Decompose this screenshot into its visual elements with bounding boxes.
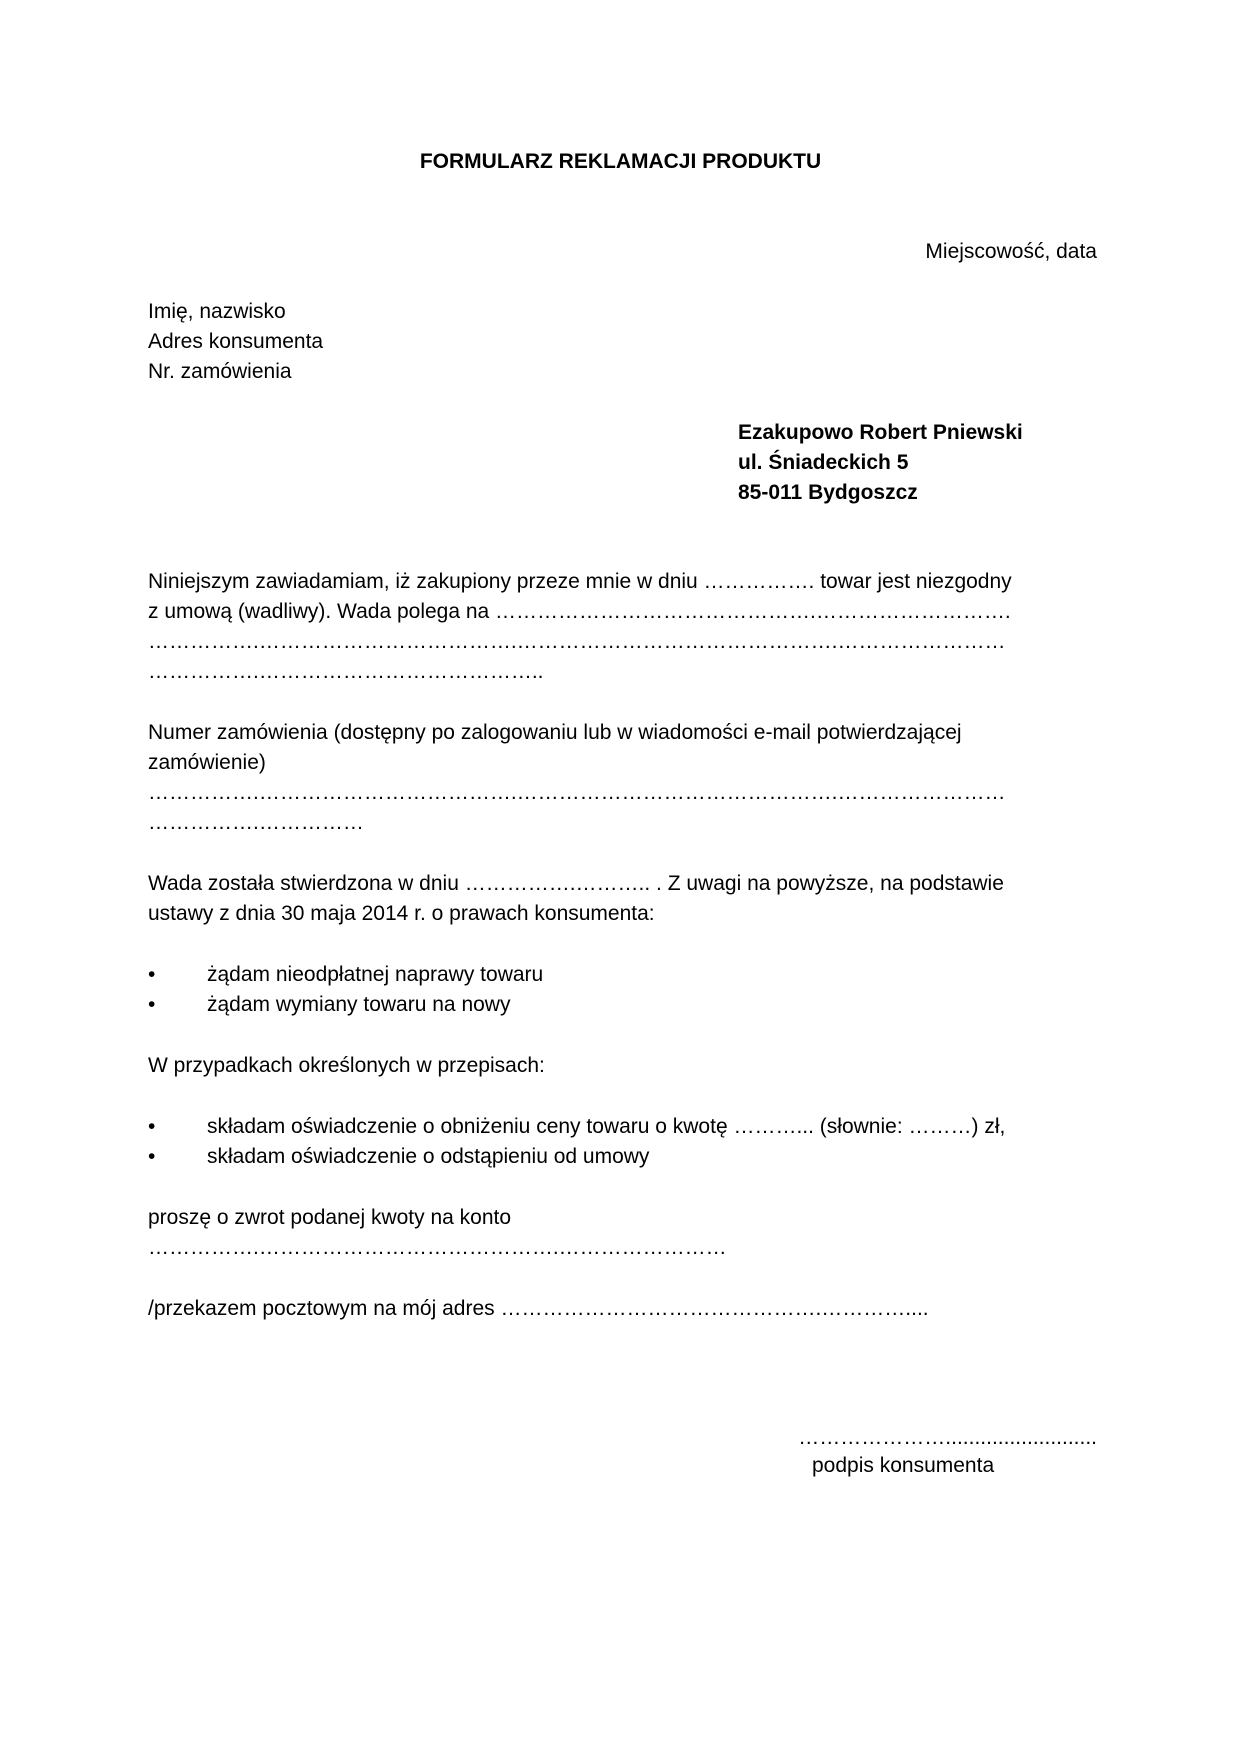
list-item-text: żądam wymiany towaru na nowy <box>207 993 511 1016</box>
seller-street: ul. Śniadeckich 5 <box>738 451 909 474</box>
refund-paragraph <box>148 1203 727 1263</box>
list-item-text: składam oświadczenie o obniżeniu ceny towaru o kwotę ………... (słownie: ………) zł, <box>207 1115 1006 1138</box>
consumer-name: Imię, nazwisko <box>148 300 286 323</box>
refund-line-1: proszę o zwrot podanej kwoty na konto <box>148 1206 512 1229</box>
defect-date-line-1: Wada została stwierdzona w dniu …………….……….. . Z uwagi na powyższe, na podstawie <box>148 872 1004 895</box>
order-number-line-2: zamówienie) <box>148 751 266 774</box>
order-number-paragraph <box>148 718 1006 838</box>
postal-transfer-line: /przekazem pocztowym na mój adres ……………………………………….………….... <box>148 1297 929 1320</box>
list-item <box>148 990 510 1020</box>
cases-heading: W przypadkach określonych w przepisach: <box>148 1054 545 1077</box>
seller-name: Ezakupowo Robert Pniewski <box>738 421 1023 444</box>
consumer-order-number: Nr. zamówienia <box>148 360 292 383</box>
signature-line: ………………….......................... <box>798 1426 1097 1449</box>
bullet-icon: • <box>148 963 156 986</box>
consumer-address: Adres konsumenta <box>148 330 324 353</box>
complaint-line-3: …………….……………………………….……………………………………….…………………… <box>148 630 1006 653</box>
bullet-icon: • <box>148 1145 156 1168</box>
bullet-icon: • <box>148 1115 156 1138</box>
list-item <box>148 960 543 990</box>
complaint-paragraph <box>148 567 1012 687</box>
document-title: FORMULARZ REKLAMACJI PRODUKTU <box>419 150 822 173</box>
complaint-line-1: Niniejszym zawiadamiam, iż zakupiony przeze mnie w dniu ……………. towar jest niezgodny <box>148 570 1012 593</box>
signature-label: podpis konsumenta <box>812 1454 995 1477</box>
order-number-line-3: …………….……………………………….……………………………………….…………………… <box>148 781 1006 804</box>
list-item <box>148 1112 1005 1142</box>
seller-city: 85-011 Bydgoszcz <box>738 481 918 504</box>
defect-date-paragraph <box>148 869 1004 929</box>
defect-date-line-2: ustawy z dnia 30 maja 2014 r. o prawach konsumenta: <box>148 902 655 925</box>
bullet-icon: • <box>148 993 156 1016</box>
place-date-field: Miejscowość, data <box>925 240 1097 263</box>
list-item-text: składam oświadczenie o odstąpieniu od umowy <box>207 1145 650 1168</box>
refund-line-2: …………….…………………………………….…………………… <box>148 1236 727 1259</box>
order-number-line-4: …………….…………… <box>148 811 364 834</box>
list-item <box>148 1142 649 1172</box>
complaint-line-4: …………….………………………………….. <box>148 660 544 683</box>
seller-details <box>738 418 1023 508</box>
consumer-details <box>148 297 323 387</box>
order-number-line-1: Numer zamówienia (dostępny po zalogowaniu lub w wiadomości e-mail potwierdzającej <box>148 721 962 744</box>
complaint-line-2: z umową (wadliwy). Wada polega na ……………………………………….………………………. <box>148 600 1011 623</box>
list-item-text: żądam nieodpłatnej naprawy towaru <box>207 963 544 986</box>
